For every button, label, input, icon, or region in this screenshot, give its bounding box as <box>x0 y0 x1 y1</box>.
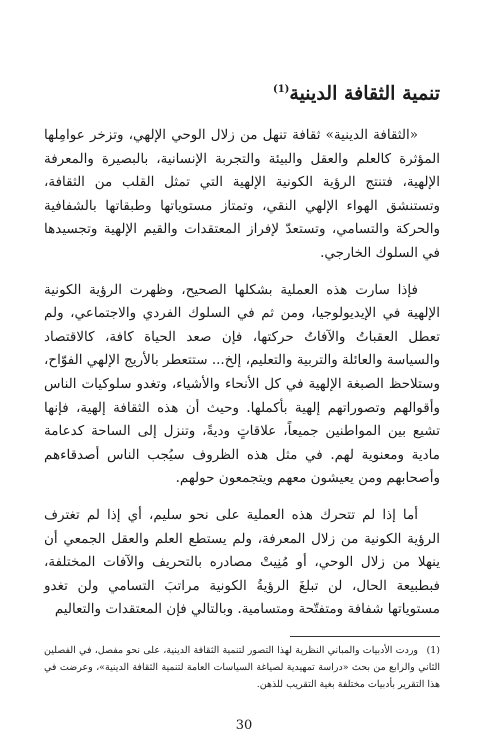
heading-footnote-marker: (1) <box>272 84 290 95</box>
footnote-divider <box>290 636 440 637</box>
paragraph-3: أما إذا لم تتحرك هذه العملية على نحو سليم، أي إذا لم تغترف الرؤية الكونية من زلال المعرفة، ولم يستطع العلم والعقل الجمعي أن ينهلا من زلال الوحي، أو مُنِيتْ مصادره بالتحريف والآفات المختلفة، فبطبيعة الحال، لن تبلغَ الرؤيةُ الكونية مراتبَ التسامي ولن تغدو مستوياتها شفافة ومتفتّحة ومتسامية. وبالتالي فإن المعتقدات والتعاليم <box>44 506 440 618</box>
heading-text: تنمية الثقافة الدينية <box>289 82 440 105</box>
footnote-text: وردت الأدبيات والمباني النظرية لهذا التصور لتنمية الثقافة الدينية، على نحو مفصل، في الفصلين الثاني والرابع من بحث «دراسة تمهيدية لصياغة السياسات العامة لتنمية الثقافة الدينية»، وعرضت في هذا التقرير بأدبيات مختلفة بغية التقريب للذهن. <box>44 645 440 690</box>
paragraph-2: فإذا سارت هذه العملية بشكلها الصحيح، وظهرت الرؤية الكونية الإلهية في الإيديولوجيا، ومن ثم في السلوك الفردي والاجتماعي، ولم تعطل العقباتُ والآفاتُ حركتها، فإن صعد الحياة كافة، كالاقتصاد والسياسة والعائلة والتربية والتعليم، إلخ... ستتعطر بالأريج الإلهي الفوّاح، وستلاحظ الصبغة الإلهية في كل الأنحاء والأشياء، وتغدو سلوكيات الناس وأقوالهم وتصوراتهم إلهية بأكملها. وحيث أن هذه الثقافة إلهية، فإنها تشيع بين المواطنين جميعاً، علاقاتٍ وديةً، وتنزل إلى الساحة كدعامة مادية ومعنوية لهم. في مثل هذه الظروف سيُجب الناس أصدقاءهم وأصحابهم ومن يعيشون معهم ويتجمعون حولهم. <box>44 281 440 487</box>
page-number: 30 <box>235 718 253 733</box>
paragraph-1: «الثقافة الدينية» ثقافة تنهل من زلال الوحي الإلهي، وتزخر عوامِلها المؤثرة كالعلم والعقل والبيئة والتجربة الإنسانية، بالبصيرة والمعرفة الإلهية، فتنتج الرؤية الكونية الإلهية التي تمثل القلب من الثقافة، وتستنشق الهواء الإلهي النقي، وتمتاز مستوياتها وطبقاتها بالشفافية والحركة والتسامي، وتستعدّ لإفراز المعتقدات والقيم الإلهية وتجسيدها في السلوك الخارجي. <box>44 127 440 261</box>
section-heading <box>273 78 440 105</box>
footnote <box>44 642 440 693</box>
footnote-number: (1) <box>426 645 440 656</box>
body-text <box>44 124 440 635</box>
